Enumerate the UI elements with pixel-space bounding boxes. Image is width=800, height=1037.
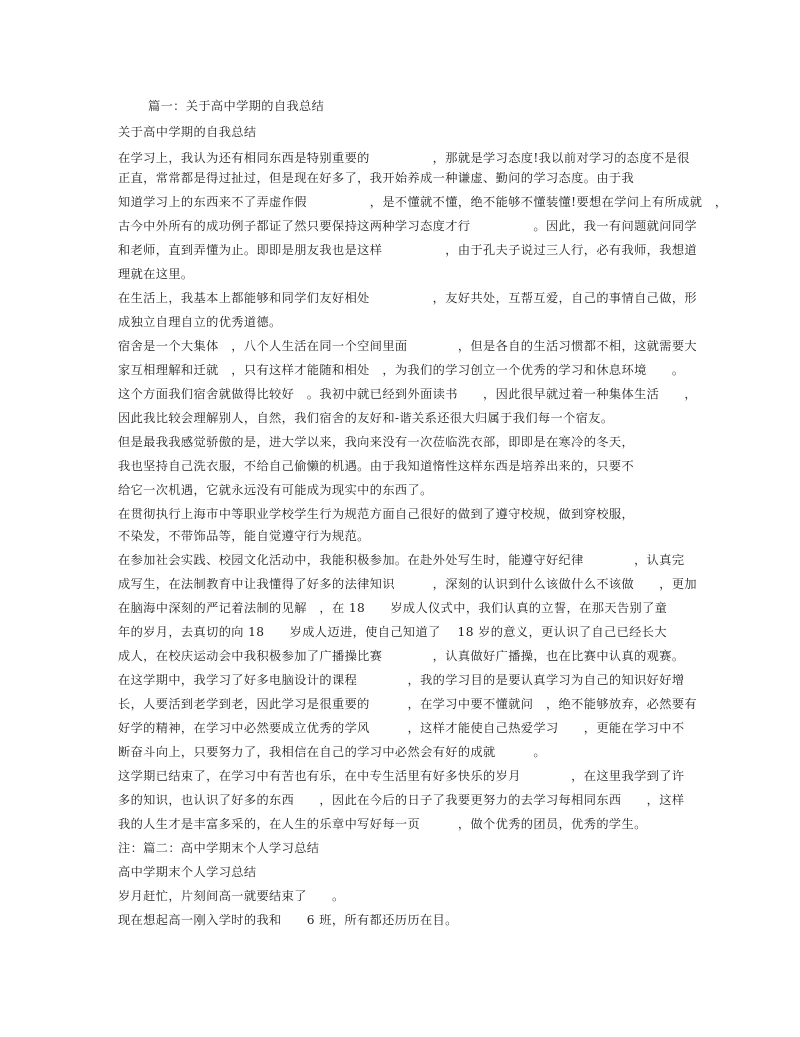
paragraph-line: 在脑海中深刻的严记着法制的见解 ，在 18 岁成人仪式中，我们认真的立誓，在那天告别了童 xyxy=(118,601,668,615)
paragraph-line: 在这学期中，我学习了好多电脑设计的课程 ，我的学习目的是要认真学习为自己的知识好好增 xyxy=(118,673,685,687)
paragraph-line: 多的知识，也认识了好多的东西 ，因此在今后的日子了我要更努力的去学习每相同东西 ，这样 xyxy=(118,793,685,807)
paragraph-line: 宿舍是一个大集体 ，八个人生活在同一个空间里面 ，但是各自的生活习惯都不相，这就需要大 xyxy=(118,339,698,353)
paragraph-line: 不染发，不带饰品等，能自觉遵守行为规范。 xyxy=(118,529,370,543)
paragraph-line: 因此我比较会理解别人，自然，我们宿舍的友好和-谐关系还很大归属于我们每一个宿友。 xyxy=(118,411,614,425)
subheading: 关于高中学期的自我总结 xyxy=(118,125,257,139)
paragraph-line: 给它一次机遇，它就永远没有可能成为现实中的东西了。 xyxy=(118,483,433,497)
paragraph-line: 知道学习上的东西来不了弄虚作假 ，是不懂就不懂，绝不能够不懂装懂!要想在学问上有所成就 ， xyxy=(118,195,728,209)
paragraph-line: 古今中外所有的成功例子都证了然只要保持这两种学习态度才行 。因此，我一有问题就问同学 xyxy=(118,219,698,233)
paragraph-line: 这个方面我们宿舍就做得比较好 。我初中就已经到外面读书 ，因此很早就过着一种集体生活 ， xyxy=(118,387,698,401)
paragraph-line: 和老师，直到弄懂为止。即即是朋友我也是这样 ，由于孔夫子说过三人行，必有我师，我想道 xyxy=(118,243,698,257)
paragraph-line: 但是最我我感觉骄傲的是，进大学以来，我向来没有一次莅临洗衣部，即即是在寒冷的冬天， xyxy=(118,435,635,449)
paragraph-line: 我的人生才是丰富多采的，在人生的乐章中写好每一页 ，做个优秀的团员，优秀的学生。 xyxy=(118,817,647,831)
paragraph-line: 成独立自理自立的优秀道德。 xyxy=(118,315,282,329)
paragraph-line: 好学的精神，在学习中必然要成立优秀的学风 ，这样才能使自己热爱学习 ，更能在学习中不 xyxy=(118,721,685,735)
section-heading: 注：篇二：高中学期末个人学习总结 xyxy=(118,841,320,855)
paragraph-line: 长，人要活到老学到老，因此学习是很重要的 ，在学习中要不懂就问 ，绝不能够放弃，必然要有 xyxy=(118,697,698,711)
paragraph-line: 这学期已结束了，在学习中有苦也有乐，在中专生活里有好多快乐的岁月 ，在这里我学到了许 xyxy=(118,769,685,783)
paragraph-line: 岁月赶忙，片刻间高一就要结束了 。 xyxy=(118,889,345,903)
paragraph-line: 在贯彻执行上海市中等职业学校学生行为规范方面自己很好的做到了遵守校规，做到穿校服， xyxy=(118,507,635,521)
paragraph-line: 在学习上，我认为还有相同东西是特别重要的 ，那就是学习态度!我以前对学习的态度不是很 xyxy=(118,151,690,165)
paragraph-line: 在生活上，我基本上都能够和同学们友好相处 ，友好共处，互帮互爱，自己的事情自己做，形 xyxy=(118,291,698,305)
paragraph-line: 家互相理解和迁就 ，只有这样才能随和相处 ，为我们的学习创立一个优秀的学习和休息环境 。 xyxy=(118,363,685,377)
paragraph-line: 年的岁月，去真切的向 18 岁成人迈进，使自己知道了 18 岁的意义，更认识了自己已经长大 xyxy=(118,625,667,639)
paragraph-line: 在参加社会实践、校园文化活动中，我能积极参加。在赴外处写生时，能遵守好纪律 ，认真完 xyxy=(118,553,685,567)
subheading: 高中学期末个人学习总结 xyxy=(118,865,257,879)
paragraph-line: 我也坚持自己洗衣服，不给自己偷懒的机遇。由于我知道惰性这样东西是培养出来的，只要不 xyxy=(118,459,635,473)
paragraph-line: 断奋斗向上，只要努力了，我相信在自己的学习中必然会有好的成就 。 xyxy=(118,745,546,759)
paragraph-line: 成人，在校庆运动会中我积极参加了广播操比赛 ，认真做好广播操，也在比赛中认真的观赛。 xyxy=(118,649,685,663)
section-heading: 篇一：关于高中学期的自我总结 xyxy=(148,99,325,113)
paragraph-line: 正直，常常都是得过扯过，但是现在好多了，我开始养成一种谦虚、勤问的学习态度。由于我 xyxy=(118,171,635,185)
paragraph-line: 成写生，在法制教育中让我懂得了好多的法律知识 ，深刻的认识到什么该做什么不该做 ，更加 xyxy=(118,577,698,591)
paragraph-line: 现在想起高一刚入学时的我和 6 班，所有都还历历在目。 xyxy=(118,913,458,927)
paragraph-line: 理就在这里。 xyxy=(118,267,194,281)
